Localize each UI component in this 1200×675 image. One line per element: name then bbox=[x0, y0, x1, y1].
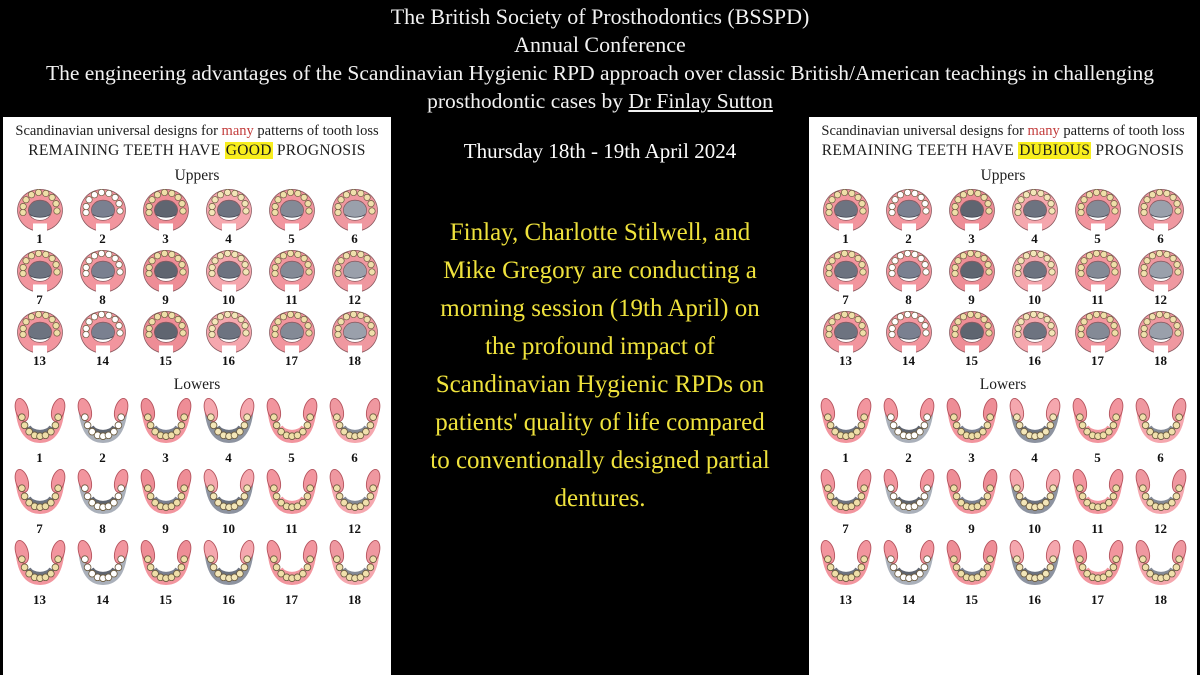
lower-design-15 bbox=[940, 538, 1003, 607]
panel-subtitle: REMAINING TEETH HAVE GOOD PROGNOSIS bbox=[28, 142, 366, 159]
upper-arch-diagram bbox=[1069, 309, 1127, 354]
design-number: 18 bbox=[1154, 353, 1167, 368]
center-column bbox=[391, 117, 809, 675]
design-number: 16 bbox=[222, 592, 235, 607]
upper-design-12 bbox=[1129, 248, 1192, 307]
lower-design-6 bbox=[323, 396, 386, 465]
design-number: 9 bbox=[162, 292, 169, 307]
lower-design-16 bbox=[1003, 538, 1066, 607]
lower-arch-diagram bbox=[137, 538, 195, 593]
design-number: 4 bbox=[1031, 450, 1038, 465]
upper-arch-diagram bbox=[200, 187, 258, 232]
lower-design-6 bbox=[1129, 396, 1192, 465]
upper-design-18 bbox=[1129, 309, 1192, 368]
design-number: 8 bbox=[905, 521, 912, 536]
upper-arch-diagram bbox=[137, 309, 195, 354]
upper-arch-diagram bbox=[200, 248, 258, 293]
upper-design-2 bbox=[877, 187, 940, 246]
lower-arch-diagram bbox=[880, 467, 938, 522]
lower-arch-diagram bbox=[200, 467, 258, 522]
lower-arch-diagram bbox=[74, 538, 132, 593]
design-number: 15 bbox=[965, 592, 978, 607]
design-number: 3 bbox=[162, 231, 169, 246]
design-number: 7 bbox=[842, 521, 849, 536]
upper-arch-diagram bbox=[326, 309, 384, 354]
design-number: 1 bbox=[842, 231, 849, 246]
upper-arch-diagram bbox=[1132, 309, 1190, 354]
lowers-label: Lowers bbox=[173, 376, 221, 393]
upper-design-13 bbox=[814, 309, 877, 368]
lower-arch-diagram bbox=[11, 396, 69, 451]
design-number: 4 bbox=[1031, 231, 1038, 246]
design-number: 11 bbox=[1091, 521, 1104, 536]
design-number: 18 bbox=[1154, 592, 1167, 607]
design-number: 1 bbox=[36, 231, 43, 246]
upper-design-9 bbox=[134, 248, 197, 307]
design-number: 2 bbox=[905, 231, 912, 246]
lower-design-5 bbox=[260, 396, 323, 465]
design-number: 3 bbox=[968, 231, 975, 246]
upper-arch-diagram bbox=[1132, 248, 1190, 293]
header-topic-line bbox=[18, 59, 1183, 115]
upper-arch-diagram bbox=[943, 187, 1001, 232]
prognosis-highlight: DUBIOUS bbox=[1019, 142, 1091, 159]
lower-arch-diagram bbox=[11, 538, 69, 593]
design-number: 13 bbox=[839, 592, 852, 607]
upper-design-16 bbox=[1003, 309, 1066, 368]
lower-design-12 bbox=[1129, 467, 1192, 536]
lower-design-18 bbox=[1129, 538, 1192, 607]
design-number: 17 bbox=[1091, 353, 1104, 368]
upper-arch-diagram bbox=[943, 309, 1001, 354]
lower-arch-diagram bbox=[1132, 467, 1190, 522]
design-number: 5 bbox=[1094, 231, 1101, 246]
lower-design-13 bbox=[8, 538, 71, 607]
design-number: 13 bbox=[33, 592, 46, 607]
lower-arch-diagram bbox=[1006, 396, 1064, 451]
header-topic-text: The engineering advantages of the Scandinavian Hygienic RPD approach over classic British/American teachings in challenging prosthodontic cases by bbox=[45, 61, 1155, 113]
upper-arch-diagram bbox=[880, 309, 938, 354]
lower-design-2 bbox=[877, 396, 940, 465]
upper-design-17 bbox=[1066, 309, 1129, 368]
design-number: 7 bbox=[36, 292, 43, 307]
upper-design-1 bbox=[8, 187, 71, 246]
upper-design-18 bbox=[323, 309, 386, 368]
lower-arch-diagram bbox=[880, 396, 938, 451]
lower-arch-diagram bbox=[1069, 396, 1127, 451]
lower-arch-diagram bbox=[1132, 538, 1190, 593]
design-number: 10 bbox=[1028, 292, 1041, 307]
upper-arch-diagram bbox=[11, 248, 69, 293]
lowers-grid bbox=[3, 396, 391, 607]
upper-design-2 bbox=[71, 187, 134, 246]
lower-design-3 bbox=[134, 396, 197, 465]
design-number: 7 bbox=[842, 292, 849, 307]
panel-subtitle: REMAINING TEETH HAVE DUBIOUS PROGNOSIS bbox=[821, 142, 1185, 159]
uppers-label: Uppers bbox=[980, 167, 1026, 184]
design-number: 9 bbox=[968, 292, 975, 307]
design-number: 3 bbox=[162, 450, 169, 465]
upper-arch-diagram bbox=[1006, 248, 1064, 293]
header bbox=[0, 0, 1200, 115]
lower-design-4 bbox=[197, 396, 260, 465]
upper-design-11 bbox=[260, 248, 323, 307]
lower-design-2 bbox=[71, 396, 134, 465]
lower-design-1 bbox=[814, 396, 877, 465]
upper-design-7 bbox=[814, 248, 877, 307]
design-number: 16 bbox=[1028, 353, 1041, 368]
design-number: 11 bbox=[285, 521, 298, 536]
design-number: 14 bbox=[902, 592, 915, 607]
prognosis-highlight: GOOD bbox=[225, 142, 272, 159]
lower-design-3 bbox=[940, 396, 1003, 465]
design-number: 1 bbox=[36, 450, 43, 465]
design-number: 5 bbox=[288, 450, 295, 465]
panel-good-prognosis bbox=[3, 117, 391, 675]
lower-arch-diagram bbox=[880, 538, 938, 593]
conference-date: Thursday 18th - 19th April 2024 bbox=[463, 139, 737, 163]
header-society-line: The British Society of Prosthodontics (BSSPD) bbox=[390, 4, 810, 29]
lower-design-15 bbox=[134, 538, 197, 607]
upper-design-16 bbox=[197, 309, 260, 368]
uppers-grid bbox=[3, 187, 391, 368]
lower-arch-diagram bbox=[137, 396, 195, 451]
lower-design-17 bbox=[1066, 538, 1129, 607]
upper-design-6 bbox=[323, 187, 386, 246]
upper-arch-diagram bbox=[137, 187, 195, 232]
design-number: 16 bbox=[222, 353, 235, 368]
design-number: 4 bbox=[225, 450, 232, 465]
header-conference-line: Annual Conference bbox=[514, 32, 686, 57]
upper-arch-diagram bbox=[137, 248, 195, 293]
lower-arch-diagram bbox=[11, 467, 69, 522]
upper-design-12 bbox=[323, 248, 386, 307]
lower-design-5 bbox=[1066, 396, 1129, 465]
upper-arch-diagram bbox=[11, 187, 69, 232]
upper-design-1 bbox=[814, 187, 877, 246]
content-row bbox=[0, 117, 1200, 675]
upper-arch-diagram bbox=[74, 309, 132, 354]
upper-arch-diagram bbox=[880, 248, 938, 293]
design-number: 17 bbox=[285, 592, 298, 607]
lower-arch-diagram bbox=[943, 467, 1001, 522]
upper-design-10 bbox=[1003, 248, 1066, 307]
lower-design-9 bbox=[134, 467, 197, 536]
design-number: 12 bbox=[1154, 292, 1167, 307]
lower-design-11 bbox=[260, 467, 323, 536]
upper-design-6 bbox=[1129, 187, 1192, 246]
many-emphasis: many bbox=[1027, 123, 1060, 139]
lower-design-7 bbox=[8, 467, 71, 536]
design-number: 8 bbox=[99, 292, 106, 307]
upper-arch-diagram bbox=[1132, 187, 1190, 232]
upper-arch-diagram bbox=[326, 248, 384, 293]
lower-design-12 bbox=[323, 467, 386, 536]
design-number: 10 bbox=[1028, 521, 1041, 536]
lower-arch-diagram bbox=[326, 396, 384, 451]
design-number: 5 bbox=[1094, 450, 1101, 465]
design-number: 6 bbox=[1157, 231, 1164, 246]
lower-design-10 bbox=[1003, 467, 1066, 536]
upper-arch-diagram bbox=[1006, 309, 1064, 354]
upper-design-3 bbox=[134, 187, 197, 246]
upper-design-7 bbox=[8, 248, 71, 307]
upper-arch-diagram bbox=[326, 187, 384, 232]
lower-design-14 bbox=[71, 538, 134, 607]
panel-title: Scandinavian universal designs for many patterns of tooth loss bbox=[821, 123, 1185, 139]
design-number: 12 bbox=[1154, 521, 1167, 536]
upper-arch-diagram bbox=[817, 187, 875, 232]
lower-design-18 bbox=[323, 538, 386, 607]
lower-arch-diagram bbox=[137, 467, 195, 522]
lower-design-11 bbox=[1066, 467, 1129, 536]
lower-design-10 bbox=[197, 467, 260, 536]
lower-arch-diagram bbox=[817, 538, 875, 593]
lower-arch-diagram bbox=[263, 538, 321, 593]
uppers-label: Uppers bbox=[174, 167, 220, 184]
upper-design-4 bbox=[1003, 187, 1066, 246]
design-number: 8 bbox=[905, 292, 912, 307]
design-number: 16 bbox=[1028, 592, 1041, 607]
lower-arch-diagram bbox=[326, 467, 384, 522]
upper-design-4 bbox=[197, 187, 260, 246]
upper-arch-diagram bbox=[1069, 248, 1127, 293]
design-number: 6 bbox=[351, 450, 358, 465]
design-number: 1 bbox=[842, 450, 849, 465]
upper-arch-diagram bbox=[200, 309, 258, 354]
design-number: 2 bbox=[99, 450, 106, 465]
design-number: 10 bbox=[222, 521, 235, 536]
upper-design-14 bbox=[877, 309, 940, 368]
lower-arch-diagram bbox=[74, 396, 132, 451]
lower-arch-diagram bbox=[1069, 467, 1127, 522]
upper-design-10 bbox=[197, 248, 260, 307]
design-number: 6 bbox=[1157, 450, 1164, 465]
upper-design-3 bbox=[940, 187, 1003, 246]
design-number: 13 bbox=[33, 353, 46, 368]
design-number: 17 bbox=[285, 353, 298, 368]
upper-design-5 bbox=[1066, 187, 1129, 246]
many-emphasis: many bbox=[221, 123, 254, 139]
lower-design-1 bbox=[8, 396, 71, 465]
design-number: 6 bbox=[351, 231, 358, 246]
panel-dubious-prognosis bbox=[809, 117, 1197, 675]
lower-arch-diagram bbox=[200, 396, 258, 451]
design-number: 9 bbox=[162, 521, 169, 536]
lower-arch-diagram bbox=[1132, 396, 1190, 451]
lower-arch-diagram bbox=[263, 467, 321, 522]
design-number: 10 bbox=[222, 292, 235, 307]
lower-arch-diagram bbox=[943, 396, 1001, 451]
design-number: 11 bbox=[285, 292, 298, 307]
lower-design-14 bbox=[877, 538, 940, 607]
upper-design-11 bbox=[1066, 248, 1129, 307]
design-number: 15 bbox=[159, 353, 172, 368]
design-number: 12 bbox=[348, 521, 361, 536]
lower-arch-diagram bbox=[1006, 467, 1064, 522]
upper-design-5 bbox=[260, 187, 323, 246]
upper-design-8 bbox=[877, 248, 940, 307]
panel-title: Scandinavian universal designs for many patterns of tooth loss bbox=[15, 123, 379, 139]
design-number: 3 bbox=[968, 450, 975, 465]
upper-arch-diagram bbox=[1006, 187, 1064, 232]
design-number: 14 bbox=[902, 353, 915, 368]
upper-arch-diagram bbox=[263, 248, 321, 293]
design-number: 13 bbox=[839, 353, 852, 368]
lower-arch-diagram bbox=[943, 538, 1001, 593]
lowers-grid bbox=[809, 396, 1197, 607]
design-number: 4 bbox=[225, 231, 232, 246]
design-number: 2 bbox=[99, 231, 106, 246]
lower-arch-diagram bbox=[326, 538, 384, 593]
upper-arch-diagram bbox=[1069, 187, 1127, 232]
upper-arch-diagram bbox=[11, 309, 69, 354]
upper-arch-diagram bbox=[263, 309, 321, 354]
design-number: 18 bbox=[348, 353, 361, 368]
lower-arch-diagram bbox=[817, 467, 875, 522]
lower-design-13 bbox=[814, 538, 877, 607]
lower-design-8 bbox=[71, 467, 134, 536]
design-number: 7 bbox=[36, 521, 43, 536]
design-number: 15 bbox=[159, 592, 172, 607]
lower-design-9 bbox=[940, 467, 1003, 536]
design-number: 2 bbox=[905, 450, 912, 465]
upper-design-15 bbox=[134, 309, 197, 368]
design-number: 11 bbox=[1091, 292, 1104, 307]
upper-design-15 bbox=[940, 309, 1003, 368]
design-number: 14 bbox=[96, 353, 109, 368]
lower-arch-diagram bbox=[200, 538, 258, 593]
upper-design-9 bbox=[940, 248, 1003, 307]
lower-design-8 bbox=[877, 467, 940, 536]
upper-arch-diagram bbox=[943, 248, 1001, 293]
lower-arch-diagram bbox=[263, 396, 321, 451]
upper-design-17 bbox=[260, 309, 323, 368]
lowers-label: Lowers bbox=[979, 376, 1027, 393]
design-number: 9 bbox=[968, 521, 975, 536]
design-number: 14 bbox=[96, 592, 109, 607]
upper-arch-diagram bbox=[74, 187, 132, 232]
design-number: 8 bbox=[99, 521, 106, 536]
upper-design-8 bbox=[71, 248, 134, 307]
lower-design-4 bbox=[1003, 396, 1066, 465]
design-number: 5 bbox=[288, 231, 295, 246]
lower-design-17 bbox=[260, 538, 323, 607]
upper-arch-diagram bbox=[880, 187, 938, 232]
lower-arch-diagram bbox=[817, 396, 875, 451]
lower-arch-diagram bbox=[1069, 538, 1127, 593]
upper-arch-diagram bbox=[817, 309, 875, 354]
upper-arch-diagram bbox=[74, 248, 132, 293]
lower-design-16 bbox=[197, 538, 260, 607]
upper-design-14 bbox=[71, 309, 134, 368]
lower-design-7 bbox=[814, 467, 877, 536]
upper-arch-diagram bbox=[817, 248, 875, 293]
design-number: 12 bbox=[348, 292, 361, 307]
design-number: 17 bbox=[1091, 592, 1104, 607]
presenter-name: Dr Finlay Sutton bbox=[628, 89, 773, 113]
lower-arch-diagram bbox=[1006, 538, 1064, 593]
lower-arch-diagram bbox=[74, 467, 132, 522]
design-number: 15 bbox=[965, 353, 978, 368]
design-number: 18 bbox=[348, 592, 361, 607]
session-description: Finlay, Charlotte Stilwell, and Mike Gregory are conducting a morning session (19th April) on the profound impact of Scandinavian Hygienic RPDs on patients' quality of life compared to conventionally designed partial dentures. bbox=[430, 219, 770, 512]
uppers-grid bbox=[809, 187, 1197, 368]
upper-design-13 bbox=[8, 309, 71, 368]
upper-arch-diagram bbox=[263, 187, 321, 232]
